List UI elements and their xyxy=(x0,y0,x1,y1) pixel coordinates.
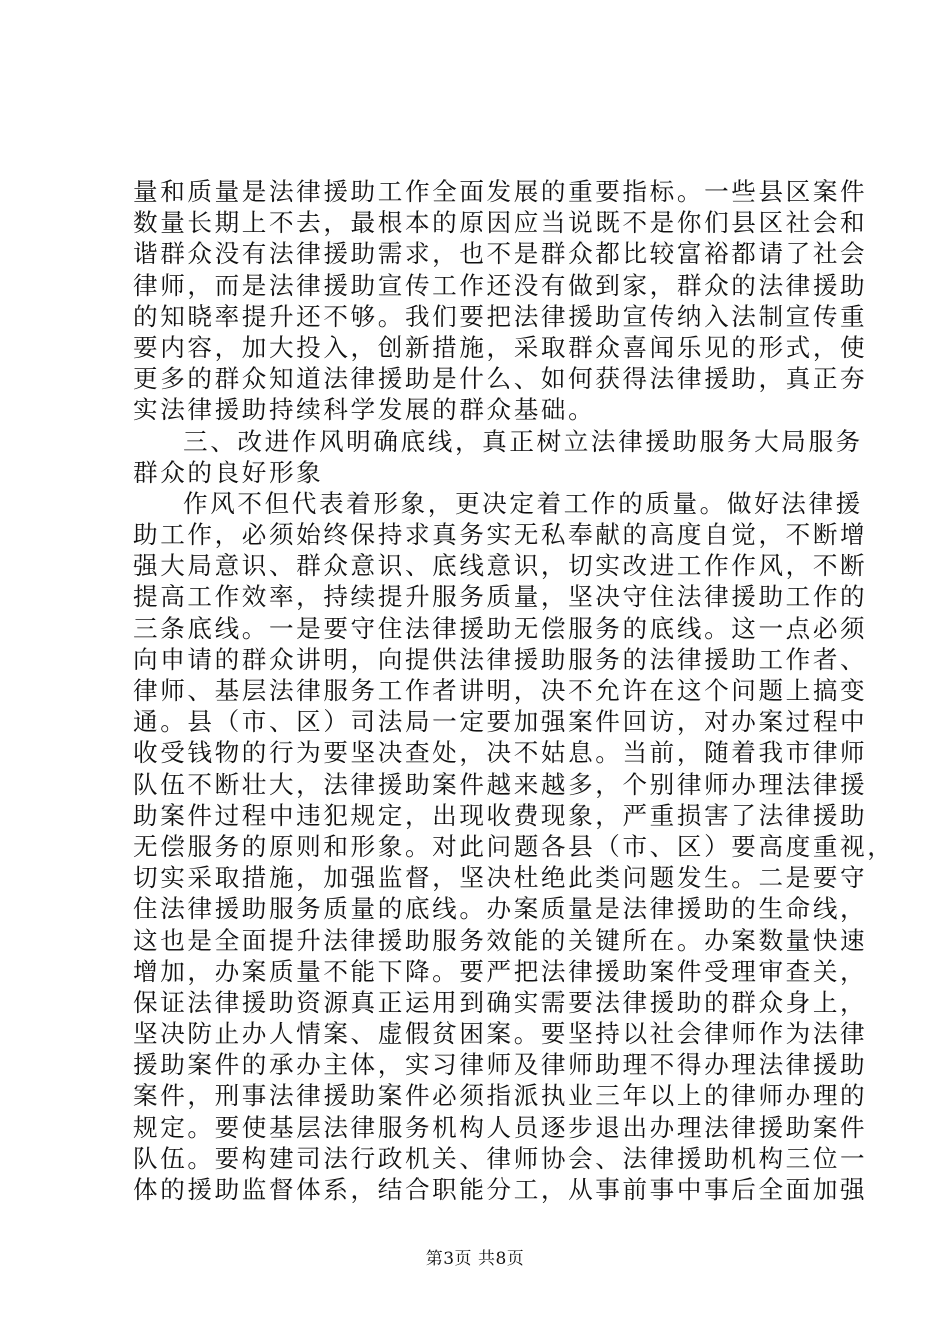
text-line: 作风不但代表着形象，更决定着工作的质量。做好法律援 xyxy=(183,488,863,518)
text-line: 规定。要使基层法律服务机构人员逐步退出办理法律援助案件 xyxy=(133,1112,868,1142)
document-body xyxy=(133,176,895,1205)
text-line: 三条底线。一是要守住法律援助无偿服务的底线。这一点必须 xyxy=(133,613,868,643)
text-line: 量和质量是法律援助工作全面发展的重要指标。一些县区案件 xyxy=(133,177,868,206)
text-line: 的知晓率提升还不够。我们要把法律援助宣传纳入法制宣传重 xyxy=(133,301,868,331)
paragraph-2 xyxy=(133,488,895,1205)
text-line: 收受钱物的行为要坚决查处，决不姑息。当前，随着我市律师 xyxy=(133,738,868,768)
page-number: 第3页 共8页 xyxy=(425,1249,525,1269)
text-line: 队伍。要构建司法行政机关、律师协会、法律援助机构三位一 xyxy=(133,1143,868,1173)
text-line: 助案件过程中违犯规定，出现收费现象，严重损害了法律援助 xyxy=(133,800,868,830)
text-line: 要内容，加大投入，创新措施，采取群众喜闻乐见的形式，使 xyxy=(133,332,868,362)
text-line: 保证法律援助资源真正运用到确实需要法律援助的群众身上， xyxy=(133,987,868,1017)
text-line: 数量长期上不去，最根本的原因应当说既不是你们县区社会和 xyxy=(133,208,868,238)
page-footer xyxy=(0,1244,950,1269)
text-line: 援助案件的承办主体，实习律师及律师助理不得办理法律援助 xyxy=(133,1050,868,1080)
text-line: 谐群众没有法律援助需求，也不是群众都比较富裕都请了社会 xyxy=(133,239,868,269)
text-line: 提高工作效率，持续提升服务质量，坚决守住法律援助工作的 xyxy=(133,582,868,612)
text-line: 增加，办案质量不能下降。要严把法律援助案件受理审查关， xyxy=(133,956,868,986)
text-line: 实法律援助持续科学发展的群众基础。 xyxy=(133,395,596,425)
text-line: 这也是全面提升法律援助服务效能的关键所在。办案数量快速 xyxy=(133,925,868,955)
text-line: 助工作，必须始终保持求真务实无私奉献的高度自觉，不断增 xyxy=(133,520,868,550)
text-line: 队伍不断壮大，法律援助案件越来越多，个别律师办理法律援 xyxy=(133,769,868,799)
text-line: 律师，而是法律援助宣传工作还没有做到家，群众的法律援助 xyxy=(133,270,868,300)
heading-line: 群众的良好形象 xyxy=(133,457,324,487)
text-line: 向申请的群众讲明，向提供法律援助服务的法律援助工作者、 xyxy=(133,644,868,674)
text-line: 强大局意识、群众意识、底线意识，切实改进工作作风，不断 xyxy=(133,551,868,581)
paragraph-1 xyxy=(133,176,868,426)
text-line: 案件，刑事法律援助案件必须指派执业三年以上的律师办理的 xyxy=(133,1081,868,1111)
text-line: 住法律援助服务质量的底线。办案质量是法律援助的生命线， xyxy=(133,894,868,924)
section-heading-3 xyxy=(133,426,863,488)
text-line: 律师、基层法律服务工作者讲明，决不允许在这个问题上搞变 xyxy=(133,676,868,705)
text-line: 更多的群众知道法律援助是什么、如何获得法律援助，真正夯 xyxy=(133,364,868,394)
text-line: 体的援助监督体系，结合职能分工，从事前事中事后全面加强 xyxy=(133,1175,868,1204)
heading-line: 三、改进作风明确底线，真正树立法律援助服务大局服务 xyxy=(183,426,863,456)
text-line: 通。县（市、区）司法局一定要加强案件回访，对办案过程中 xyxy=(133,707,868,737)
text-line: 切实采取措施，加强监督，坚决杜绝此类问题发生。二是要守 xyxy=(133,863,868,893)
text-line: 无偿服务的原则和形象。对此问题各县（市、区）要高度重视， xyxy=(133,831,895,861)
text-line: 坚决防止办人情案、虚假贫困案。要坚持以社会律师作为法律 xyxy=(133,1019,868,1049)
